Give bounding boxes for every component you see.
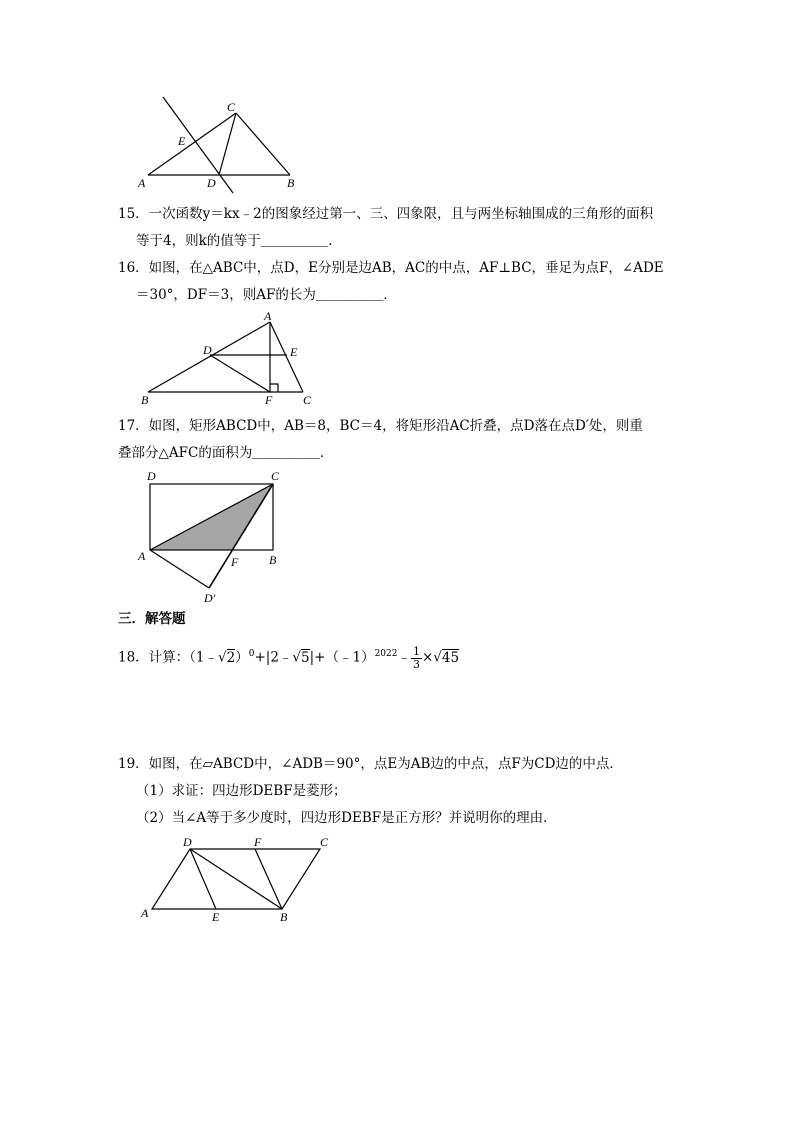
label-c: C: [303, 393, 312, 407]
label-f: F: [231, 555, 239, 569]
label-d: D: [183, 835, 192, 849]
q19-part1: （1）求证：四边形DEBF是菱形；: [136, 783, 347, 799]
q18-minus: ﹣: [397, 649, 411, 666]
q18-frac-den: 3: [412, 657, 420, 671]
q18-abs-end: |+（﹣1）: [309, 649, 375, 666]
q18-prefix: 18．计算：（1﹣: [118, 649, 219, 666]
q16-line2: ＝30°，DF＝3，则AF的长为＿＿＿＿＿．: [136, 287, 397, 303]
label-a: A: [264, 309, 272, 323]
q18-sqrt5: 5: [301, 649, 310, 666]
label-f: F: [265, 393, 273, 407]
label-c: C: [320, 835, 329, 849]
q18-expression: 18．计算：（1﹣√2）$^0$+|2﹣√5|+（﹣1）$^{2022}$﹣ $\frac{1}{3}$ ×√45: [118, 644, 460, 671]
label-d: D: [207, 176, 216, 190]
q15-line1: 15．一次函数y＝kx﹣2的图象经过第一、三、四象限，且与两坐标轴围成的三角形的面积: [118, 206, 654, 222]
section-title: 三．解答题: [118, 611, 186, 627]
q19-line1: 19．如图，在▱ABCD中，∠ADB＝90°，点E为AB边的中点，点F为CD边的中点．: [118, 756, 623, 772]
q18-exp2022: 2022: [374, 649, 398, 659]
label-b: B: [280, 910, 288, 924]
label-d-prime: D′: [204, 591, 216, 605]
label-f: F: [254, 835, 262, 849]
label-b: B: [141, 393, 149, 407]
q19-part2: （2）当∠A等于多少度时，四边形DEBF是正方形？并说明你的理由．: [136, 810, 557, 826]
q18-frac-num: 1: [412, 644, 420, 658]
label-a: A: [138, 176, 146, 190]
sqrt-icon: √: [218, 649, 227, 666]
q18-abs: +|2﹣: [254, 649, 293, 666]
label-d: D: [203, 343, 212, 357]
q18-times: ×: [421, 649, 434, 666]
sqrt-icon: √: [433, 649, 442, 666]
label-c: C: [227, 100, 236, 114]
q15-line2: 等于4，则k的值等于＿＿＿＿＿．: [136, 233, 342, 249]
q16-line1: 16．如图，在△ABC中，点D，E分别是边AB，AC的中点，AF⊥BC，垂足为点F，∠ADE: [118, 260, 664, 276]
label-e: E: [212, 910, 220, 924]
label-e: E: [290, 345, 298, 359]
q18-sqrt2: 2: [226, 649, 236, 666]
q18-exp0: 0: [248, 649, 255, 659]
q18-sqrt45: 45: [441, 649, 460, 666]
label-e: E: [178, 134, 186, 148]
label-a: A: [141, 906, 149, 920]
label-b: B: [269, 553, 277, 567]
label-c: C: [271, 469, 280, 483]
q17-line1: 17．如图，矩形ABCD中，AB＝8，BC＝4，将矩形沿AC折叠，点D落在点D′处，则重: [118, 418, 643, 434]
label-a: A: [138, 549, 146, 563]
label-b: B: [287, 176, 295, 190]
q17-line2: 叠部分△AFC的面积为＿＿＿＿＿．: [118, 445, 334, 461]
label-d: D: [147, 469, 156, 483]
sqrt-icon: √: [292, 649, 302, 666]
